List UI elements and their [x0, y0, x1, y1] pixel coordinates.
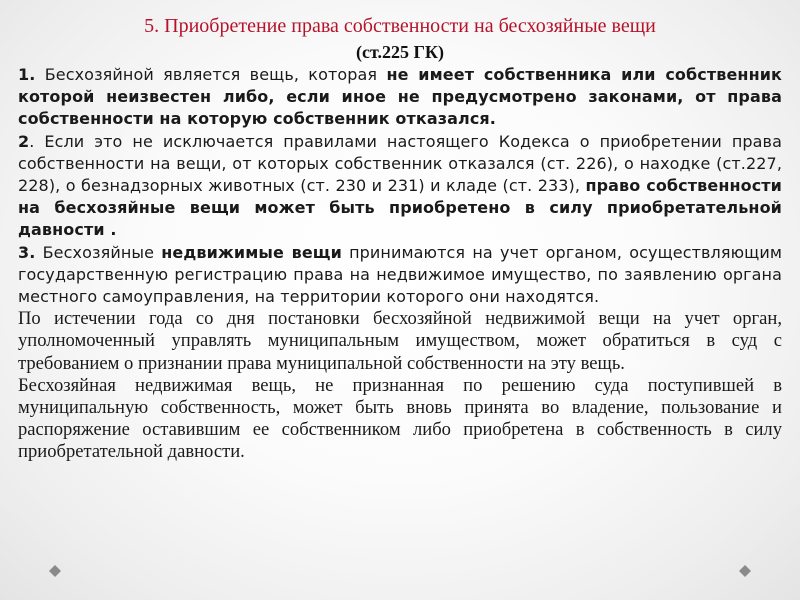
paragraph-1 [18, 64, 782, 131]
paragraph-3-emphasis: недвижимые вещи [161, 242, 342, 262]
paragraph-1-emphasis: не имеет собственника или собственник которой неизвестен либо, если иное не предусмотрено законами, от права собственности на которую собственник отказался. [18, 65, 782, 129]
diamond-ornament-icon [48, 564, 62, 578]
paragraph-4: По истечении года со дня постановки бесхозяйной недвижимой вещи на учет орган, уполномоченный управлять муниципальным имуществом, может обратиться в суд с требованием о признании права муниципальной собственности на эту вещь. [18, 308, 782, 374]
slide-body [18, 64, 782, 464]
paragraph-1-text: Бесхозяйной является вещь, которая [35, 65, 387, 84]
paragraph-3 [18, 242, 782, 309]
paragraph-2 [18, 131, 782, 242]
paragraph-1-number: 1. [18, 65, 36, 84]
paragraph-3-text-start: Бесхозяйные [35, 242, 162, 262]
paragraph-2-text: . Если это не исключается правилами настоящего Кодекса о приобретении права собственности на вещи, от которых собственник отказался (ст. 226), о находке (ст.227, 228), о безнадзорных животных (ст. 230 и 231) и кладе (ст. 233), [18, 131, 782, 196]
slide-title: 5. Приобретение права собственности на бесхозяйные вещи [144, 15, 656, 37]
diamond-ornament-icon [738, 564, 752, 578]
paragraph-3-text-end: принимаются на учет органом, осуществляющим государственную регистрацию права на недвижимое имущество, по заявлению органа местного самоуправления, на территории которого они находятся. [18, 242, 782, 307]
paragraph-2-number: 2 [18, 131, 30, 151]
paragraph-5: Бесхозяйная недвижимая вещь, не признанная по решению суда поступившей в муниципальную собственность, может быть вновь принята во владение, пользование и распоряжение оставившим ее собственником либо приобретена в собственность в силу приобретательной давности. [18, 374, 782, 463]
paragraph-2-emphasis: право собственности на бесхозяйные вещи может быть приобретено в силу приобретательной давности . [18, 176, 782, 240]
slide-subtitle: (ст.225 ГК) [356, 42, 444, 62]
paragraph-3-number: 3. [18, 242, 36, 262]
